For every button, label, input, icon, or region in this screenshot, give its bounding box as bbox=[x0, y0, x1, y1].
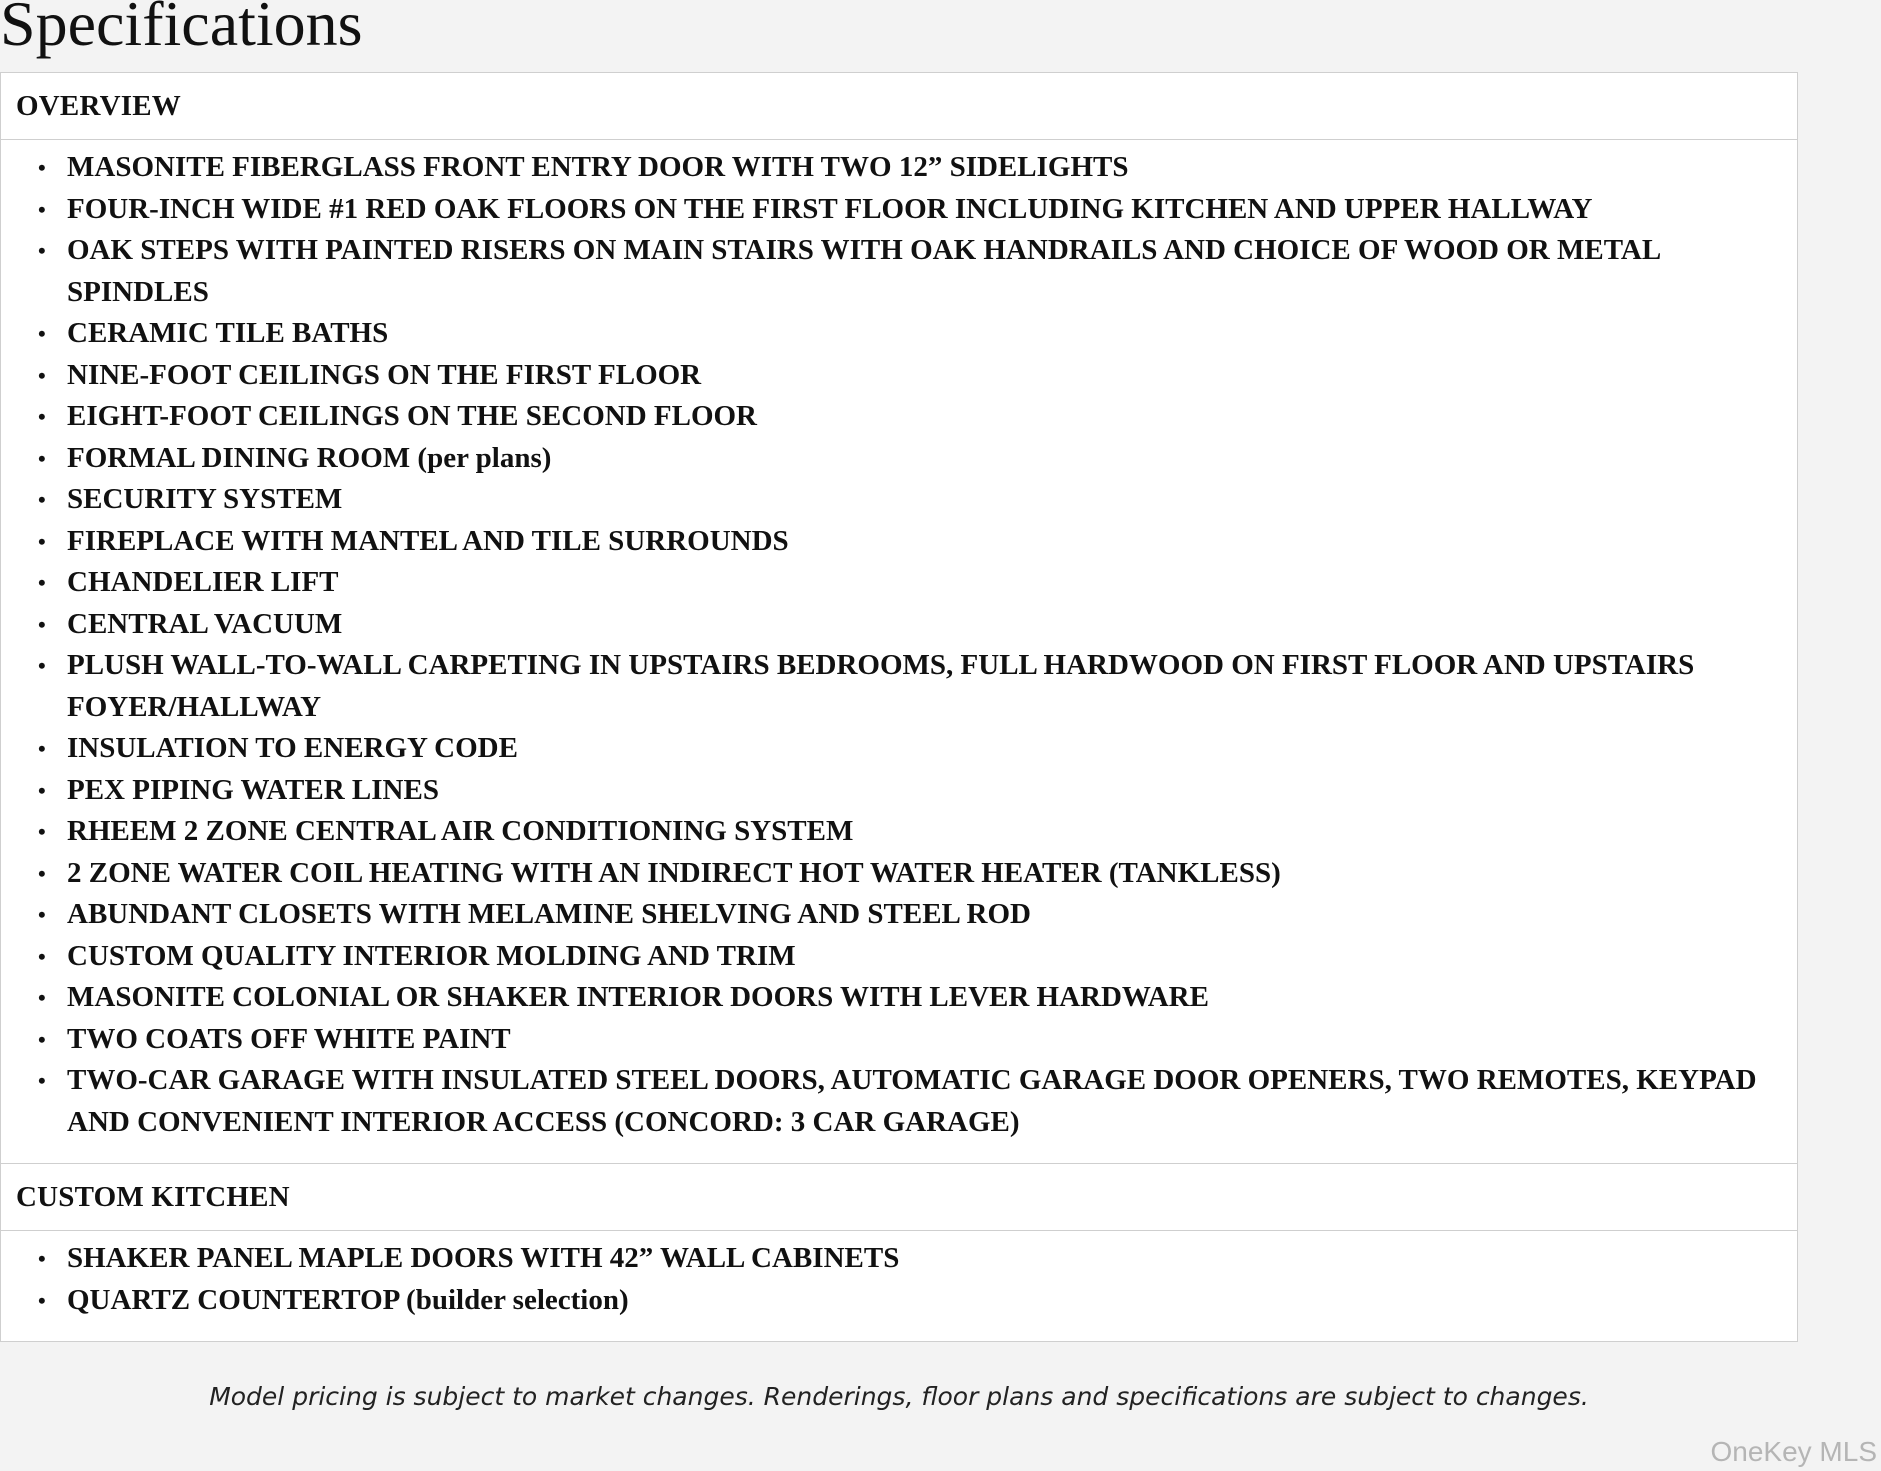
section-header-overview: OVERVIEW bbox=[1, 73, 1797, 140]
bullet-icon: • bbox=[38, 570, 46, 595]
bullet-icon: • bbox=[38, 196, 46, 222]
bullet-icon: • bbox=[38, 155, 46, 180]
disclaimer-text: Model pricing is subject to market changes. Renderings, floor plans and specifications are subject to changes. bbox=[209, 1382, 1589, 1411]
bullet-icon: • bbox=[38, 1246, 46, 1271]
list-item: • TWO COATS OFF WHITE PAINT bbox=[1, 1019, 1797, 1061]
list-item: • TWO-CAR GARAGE WITH INSULATED STEEL DOORS, AUTOMATIC GARAGE DOOR OPENERS, TWO REMOTES, KEYPAD AND CONVENIENT INTERIOR ACCESS (CONCORD: 3 CAR GARAGE) bbox=[1, 1060, 1797, 1143]
watermark: OneKey MLS bbox=[1710, 1436, 1877, 1467]
list-item: • FORMAL DINING ROOM (per plans) bbox=[1, 438, 1797, 480]
bullet-icon: • bbox=[38, 777, 46, 803]
list-item: • EIGHT-FOOT CEILINGS ON THE SECOND FLOOR bbox=[1, 396, 1797, 438]
section-body-overview bbox=[1, 140, 1797, 1164]
bullet-icon: • bbox=[38, 819, 46, 844]
list-item: • ABUNDANT CLOSETS WITH MELAMINE SHELVING AND STEEL ROD bbox=[1, 894, 1797, 936]
section-header-custom-kitchen: CUSTOM KITCHEN bbox=[1, 1164, 1797, 1231]
kitchen-list bbox=[1, 1238, 1797, 1321]
list-item: • PLUSH WALL-TO-WALL CARPETING IN UPSTAIRS BEDROOMS, FULL HARDWOOD ON FIRST FLOOR AND UPSTAIRS FOYER/HALLWAY bbox=[1, 645, 1797, 728]
bullet-icon: • bbox=[38, 528, 46, 554]
bullet-icon: • bbox=[38, 611, 46, 637]
list-item: • CUSTOM QUALITY INTERIOR MOLDING AND TRIM bbox=[1, 936, 1797, 978]
list-item: • CERAMIC TILE BATHS bbox=[1, 313, 1797, 355]
list-item: • INSULATION TO ENERGY CODE bbox=[1, 728, 1797, 770]
list-item: • PEX PIPING WATER LINES bbox=[1, 770, 1797, 812]
list-item: • QUARTZ COUNTERTOP (builder selection) bbox=[1, 1280, 1797, 1322]
bullet-icon: • bbox=[38, 902, 46, 927]
section-body-custom-kitchen bbox=[1, 1231, 1797, 1341]
list-item: • RHEEM 2 ZONE CENTRAL AIR CONDITIONING SYSTEM bbox=[1, 811, 1797, 853]
bullet-icon: • bbox=[38, 736, 46, 761]
list-item: • CHANDELIER LIFT bbox=[1, 562, 1797, 604]
bullet-icon: • bbox=[38, 487, 46, 512]
bullet-icon: • bbox=[38, 404, 46, 429]
bullet-icon: • bbox=[38, 445, 46, 471]
list-item: • FOUR-INCH WIDE #1 RED OAK FLOORS ON THE FIRST FLOOR INCLUDING KITCHEN AND UPPER HALLWAY bbox=[1, 189, 1797, 231]
bullet-icon: • bbox=[38, 362, 46, 388]
list-item: • FIREPLACE WITH MANTEL AND TILE SURROUNDS bbox=[1, 521, 1797, 563]
list-item: • 2 ZONE WATER COIL HEATING WITH AN INDIRECT HOT WATER HEATER (TANKLESS) bbox=[1, 853, 1797, 895]
spec-table bbox=[0, 72, 1798, 1342]
bullet-icon: • bbox=[38, 653, 46, 678]
list-item: • OAK STEPS WITH PAINTED RISERS ON MAIN STAIRS WITH OAK HANDRAILS AND CHOICE OF WOOD OR METAL SPINDLES bbox=[1, 230, 1797, 313]
bullet-icon: • bbox=[38, 238, 46, 263]
list-item: • MASONITE COLONIAL OR SHAKER INTERIOR DOORS WITH LEVER HARDWARE bbox=[1, 977, 1797, 1019]
bullet-icon: • bbox=[38, 985, 46, 1010]
list-item: • SHAKER PANEL MAPLE DOORS WITH 42” WALL CABINETS bbox=[1, 1238, 1797, 1280]
bullet-icon: • bbox=[38, 321, 46, 346]
bullet-icon: • bbox=[38, 1068, 46, 1093]
bullet-icon: • bbox=[38, 1287, 46, 1313]
page-title: Specifications bbox=[0, 0, 363, 59]
list-item: • CENTRAL VACUUM bbox=[1, 604, 1797, 646]
bullet-icon: • bbox=[38, 943, 46, 969]
list-item: • NINE-FOOT CEILINGS ON THE FIRST FLOOR bbox=[1, 355, 1797, 397]
list-item: • SECURITY SYSTEM bbox=[1, 479, 1797, 521]
overview-list bbox=[1, 147, 1797, 1143]
bullet-icon: • bbox=[38, 1026, 46, 1052]
list-item: • MASONITE FIBERGLASS FRONT ENTRY DOOR WITH TWO 12” SIDELIGHTS bbox=[1, 147, 1797, 189]
bullet-icon: • bbox=[38, 860, 46, 886]
